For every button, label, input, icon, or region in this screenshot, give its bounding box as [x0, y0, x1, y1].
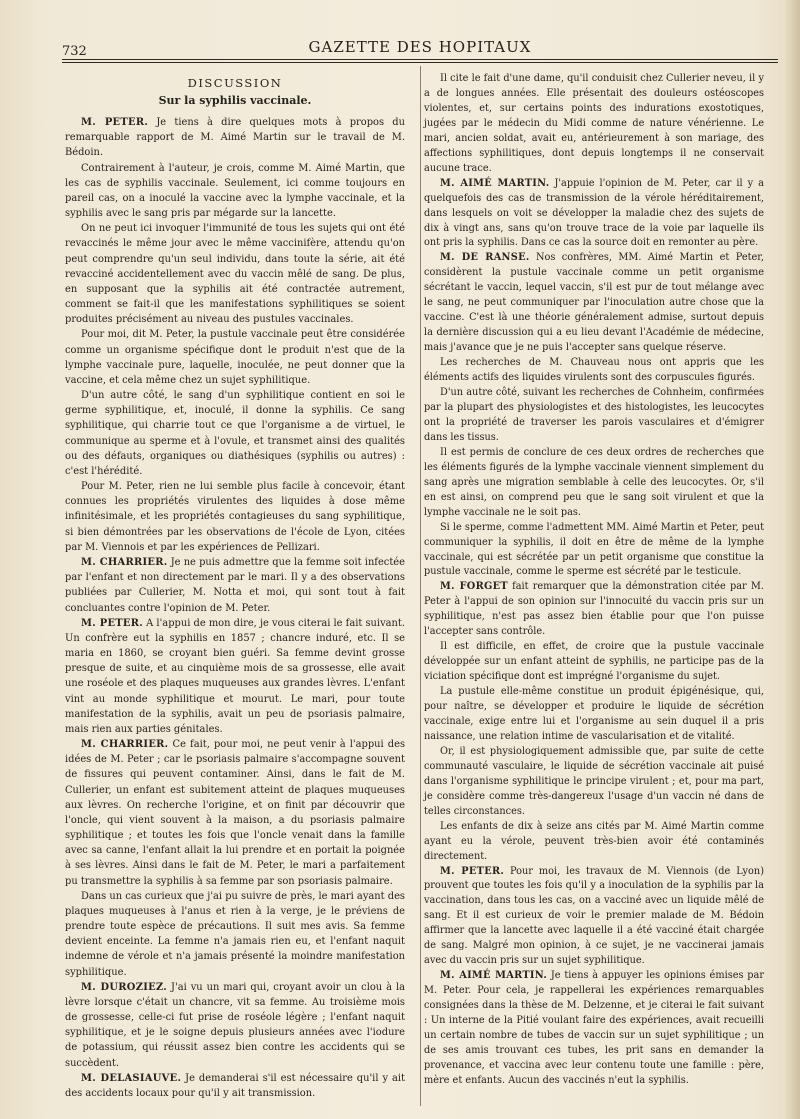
column-divider — [420, 66, 421, 1106]
paragraph — [65, 161, 405, 222]
speaker-name: M. DUROZIEZ. — [81, 981, 168, 993]
paragraph — [424, 580, 764, 640]
speaker-name: M. DE RANSE. — [440, 252, 530, 264]
paragraph-text: J'appuie l'opinion de M. Peter, car il y a quelquefois des cas de transmission de la vérole héréditairement, dans lesquels on voit se développer la maladie chez des sujets de dix à vingt ans, sans qu'on trouve trace de la voie par laquelle ils ont pris la syphilis. Dans ce cas la source doit en remonter au père. — [424, 177, 764, 249]
paragraph-text: Pour moi, les travaux de M. Viennois (de Lyon) prouvent que toutes les fois qu'il y a inoculation de la syphilis par la vaccination, dans tous les cas, on a vacciné avec un liquide mêlé de sang. Et il est curieux de voir le premier malade de M. Bédoin affirmer que la lancette avec laquelle il a été vacciné était chargée de sang. Malgré mon opinion, à ce sujet, je ne vaccinerai jamais avec du vaccin pris sur un sujet syphilitique. — [424, 865, 765, 967]
paragraph — [65, 388, 405, 479]
paragraph — [424, 177, 764, 252]
page-spine-edge — [786, 0, 800, 1119]
paragraph-text: Dans un cas curieux que j'ai pu suivre de près, le mari ayant des plaques muqueuses à l'anus et rien à la verge, je le préviens de prendre toute espèce de précautions. Il suit mes avis. Sa femme devient enceinte. La femme n'a jamais rien eu, et l'enfant naquit indemne de vérole et n'a jamais présenté la moindre manifestation syphilitique. — [65, 890, 405, 978]
paragraph — [424, 446, 764, 521]
paragraph — [65, 737, 405, 889]
paragraph — [65, 479, 405, 555]
page-number: 732 — [62, 44, 87, 59]
paragraph — [65, 889, 405, 980]
paragraph — [424, 356, 764, 386]
paragraph — [65, 1071, 405, 1101]
speaker-name: M. CHARRIER. — [81, 739, 169, 751]
paragraph — [424, 521, 764, 581]
paragraph — [424, 386, 764, 446]
paragraph — [424, 640, 764, 685]
paragraph — [424, 745, 764, 820]
paragraph — [65, 616, 405, 737]
right-column — [424, 72, 764, 1089]
paragraph-text: Nos confrères, MM. Aimé Martin et Peter, considèrent la pustule vaccinale comme un petit organisme sécrétant le vaccin, lequel vaccin, s'il est pur de tout mélange avec le sang, ne peut communiquer par l'inoculation autre chose que la vaccine. C'est là une théorie généralement admise, surtout depuis la dernière discussion qui a eu lieu devant l'Académie de médecine, mais j'avance que je ne puis l'accepter sans quelque réserve. — [424, 252, 764, 354]
speaker-name: M. PETER. — [81, 617, 143, 629]
speaker-name: M. FORGET — [440, 581, 508, 593]
paragraph-text: La pustule elle-même constitue un produit épigénésique, qui, pour naître, se développer et produire le liquide de sécrétion vaccinale, exige entre lui et l'organisme au sein duquel il a pris naissance, une relation intime de vascularisation et de vitalité. — [424, 686, 764, 742]
paragraph-text: Ce fait, pour moi, ne peut venir à l'appui des idées de M. Peter ; car le psoriasis palmaire s'accompagne souvent de fissures qui peuvent contaminer. Ainsi, dans le fait de M. Cullerier, un enfant est subitement atteint de plaques muqueuses aux lèvres. On recherche l'origine, et on finit par découvrir que l'oncle, qui vient souvent à la maison, a du psoriasis palmaire syphilitique ; et toutes les fois que l'oncle venait dans la famille avec sa canne, l'enfant allait la lui prendre et en portait la poignée à ses lèvres. Ainsi dans le fait de M. Peter, le mari a parfaitement pu transmettre la syphilis à sa femme par son psoriasis palmaire. — [65, 739, 406, 887]
paragraph — [65, 980, 405, 1071]
paragraph-text: Il est permis de conclure de ces deux ordres de recherches que les éléments figurés de la lymphe vaccinale viennent simplement du sang après une migration semblable à celle des leucocytes. Or, s'il en est ainsi, on comprend peu que le sang soit virulent et que la lymphe vaccinale ne le soit pas. — [424, 446, 764, 518]
paragraph — [424, 820, 764, 865]
left-column — [65, 72, 405, 1101]
paragraph-text: Or, il est physiologiquement admissible que, par suite de cette communauté vasculaire, le liquide de sécrétion vaccinale ait puisé dans l'organisme syphilitique le principe virulent ; et, pour ma part, je considère comme très-dangereux l'usage d'un vaccin né dans de telles circonstances. — [424, 745, 764, 817]
paragraph-text: Les recherches de M. Chauveau nous ont appris que les éléments actifs des liquides virulents sont des corpuscules figurés. — [424, 357, 764, 384]
paragraph-text: Je tiens à appuyer les opinions émises par M. Peter. Pour cela, je rappellerai les expériences remarquables consignées dans la thèse de M. Delzenne, et je citerai le fait suivant : Un interne de la Pitié voulant faire des expériences, avait recueilli un certain nombre de tubes de vaccin sur un sujet syphilitique ; un de ses amis trouvant ces tubes, les prit sans en demander la provenance, et vaccina avec leur contenu toute une famille : père, mère et enfants. Aucun des vaccinés n'eut la syphilis. — [424, 970, 764, 1086]
paragraph — [65, 115, 405, 161]
right-column-paragraphs — [424, 72, 764, 1089]
paragraph — [424, 865, 764, 970]
journal-title: GAZETTE DES HOPITAUX — [308, 38, 532, 56]
paragraph-text: Les enfants de dix à seize ans cités par M. Aimé Martin comme ayant eu la vérole, peuvent très-bien avoir été contaminés directement. — [424, 820, 764, 862]
speaker-name: M. CHARRIER. — [81, 556, 168, 568]
paragraph-text: Pour moi, dit M. Peter, la pustule vaccinale peut être considérée comme un organisme spécifique dont le produit n'est que de la lymphe vaccinale pure, laquelle, inoculée, ne peut donner que la vaccine, et cela même chez un sujet syphilitique. — [65, 329, 405, 386]
left-column-paragraphs — [65, 115, 405, 1101]
paragraph-text: Il cite le fait d'une dame, qu'il conduisit chez Cullerier neveu, il y a de longues années. Elle présentait des douleurs ostéoscopes violentes, et, sur certains points des indurations exostotiques, jugées par le médecin du Midi comme de nature vénérienne. Le mari, ancien soldat, avait eu, antérieurement à son mariage, des affections syphilitiques, dont depuis longtemps il ne conservait aucune trace. — [424, 73, 764, 174]
paragraph-text: Il est difficile, en effet, de croire que la pustule vaccinale développée sur un enfant atteint de syphilis, ne participe pas de la viciation spécifique dont est imprégné l'organisme du sujet. — [424, 641, 764, 683]
paragraph — [65, 327, 405, 388]
paragraph-text: Je tiens à dire quelques mots à propos du remarquable rapport de M. Aimé Martin sur le travail de M. Bédoin. — [65, 117, 405, 159]
speaker-name: M. AIMÉ MARTIN. — [440, 970, 548, 982]
speaker-name: M. AIMÉ MARTIN. — [440, 177, 550, 189]
section-title: DISCUSSION — [187, 76, 283, 90]
header-rule-thin — [62, 62, 778, 63]
paragraph-text: Je ne puis admettre que la femme soit infectée par l'enfant et non directement par le mari. Il y a des observations publiées par Cullerier, M. Notta et moi, qui sont tout à fait concluantes contre l'opinion de M. Peter. — [65, 556, 405, 614]
paragraph-text: fait remarquer que la démonstration citée par M. Peter à l'appui de son opinion sur l'innocuité du vaccin pris sur un syphilitique, n'est pas assez bien établie pour que l'on puisse l'accepter sans contrôle. — [424, 581, 764, 638]
paragraph-text: D'un autre côté, le sang d'un syphilitique contient en soi le germe syphilitique, et, inoculé, il donne la syphilis. Ce sang syphilitique, qui charrie tout ce que l'organisme a de virtuel, le communique au sperme et à l'ovule, et transmet ainsi des qualités ou des défauts, organiques ou diathésiques (syphilis ou autres) : c'est l'hérédité. — [65, 390, 405, 477]
paragraph-text: Pour M. Peter, rien ne lui semble plus facile à concevoir, étant connues les propriétés virulentes des liquides à dose même infinitésimale, et les propriétés contagieuses du sang syphilitique, si bien démontrées par les observations de l'école de Lyon, citées par M. Viennois et par les expériences de Pellizari. — [65, 481, 405, 553]
paragraph — [424, 251, 764, 356]
section-subtitle: Sur la syphilis vaccinale. — [158, 94, 312, 107]
paragraph — [65, 555, 405, 616]
paragraph — [424, 969, 764, 1089]
paragraph-text: J'ai vu un mari qui, croyant avoir un clou à la lèvre lorsque c'était un chancre, vit sa femme. Au troisième mois de grossesse, celle-ci fut prise de roséole légère ; l'enfant naquit syphilitique, et je le soigne depuis plusieurs années avec l'iodure de potassium, qui réussit assez bien contre les accidents qui se succèdent. — [65, 981, 406, 1069]
paragraph-text: On ne peut ici invoquer l'immunité de tous les sujets qui ont été revaccinés le même jour avec le même vaccinifère, attendu qu'on peut comprendre qu'un seul individu, dans toute la série, ait été revacciné accidentellement avec du vaccin mêlé de sang. De plus, en supposant que la syphilis ait été contractée autrement, comment se fait-il que les manifestations syphilitiques se soient produites précisément au niveau des pustules vaccinales. — [65, 223, 405, 326]
speaker-name: M. DELASIAUVE. — [81, 1072, 182, 1084]
speaker-name: M. PETER. — [440, 865, 505, 877]
speaker-name: M. PETER. — [81, 117, 149, 128]
paragraph — [424, 72, 764, 177]
paragraph-text: Contrairement à l'auteur, je crois, comme M. Aimé Martin, que les cas de syphilis vaccinale. Seulement, ici comme toujours en pareil cas, on a inoculé la vaccine avec la lymphe vaccinale, et la syphilis avec le sang pris par mégarde sur la lancette. — [65, 162, 405, 220]
paragraph-text: A l'appui de mon dire, je vous citerai le fait suivant. Un confrère eut la syphilis en 1857 ; chancre induré, etc. Il se maria en 1860, se croyant bien guéri. Sa femme devint grosse presque de suite, et au cinquième mois de sa grossesse, elle avait une roséole et des plaques muqueuses aux grandes lèvres. L'enfant vint au monde syphilitique et mourut. Le mari, pour toute manifestation de la syphilis, avait un peu de psoriasis palmaire, mais rien aux parties génitales. — [65, 617, 406, 735]
paragraph — [65, 221, 405, 327]
header-rule-thick — [62, 59, 778, 60]
paragraph-text: Si le sperme, comme l'admettent MM. Aimé Martin et Peter, peut communiquer la syphilis, il doit en être de même de la lymphe vaccinale, qui est sécrétée par un petit organisme que constitue la pustule vaccinale, comme le sperme est sécrété par le testicule. — [424, 521, 764, 578]
paragraph — [424, 685, 764, 745]
paragraph-text: D'un autre côté, suivant les recherches de Cohnheim, confirmées par la plupart des physiologistes et des histologistes, les leucocytes ont la propriété de traverser les parois vasculaires et d'émigrer dans les tissus. — [424, 387, 764, 443]
paragraph-text: Je demanderai s'il est nécessaire qu'il y ait des accidents locaux pour qu'il y ait transmission. — [65, 1072, 406, 1099]
